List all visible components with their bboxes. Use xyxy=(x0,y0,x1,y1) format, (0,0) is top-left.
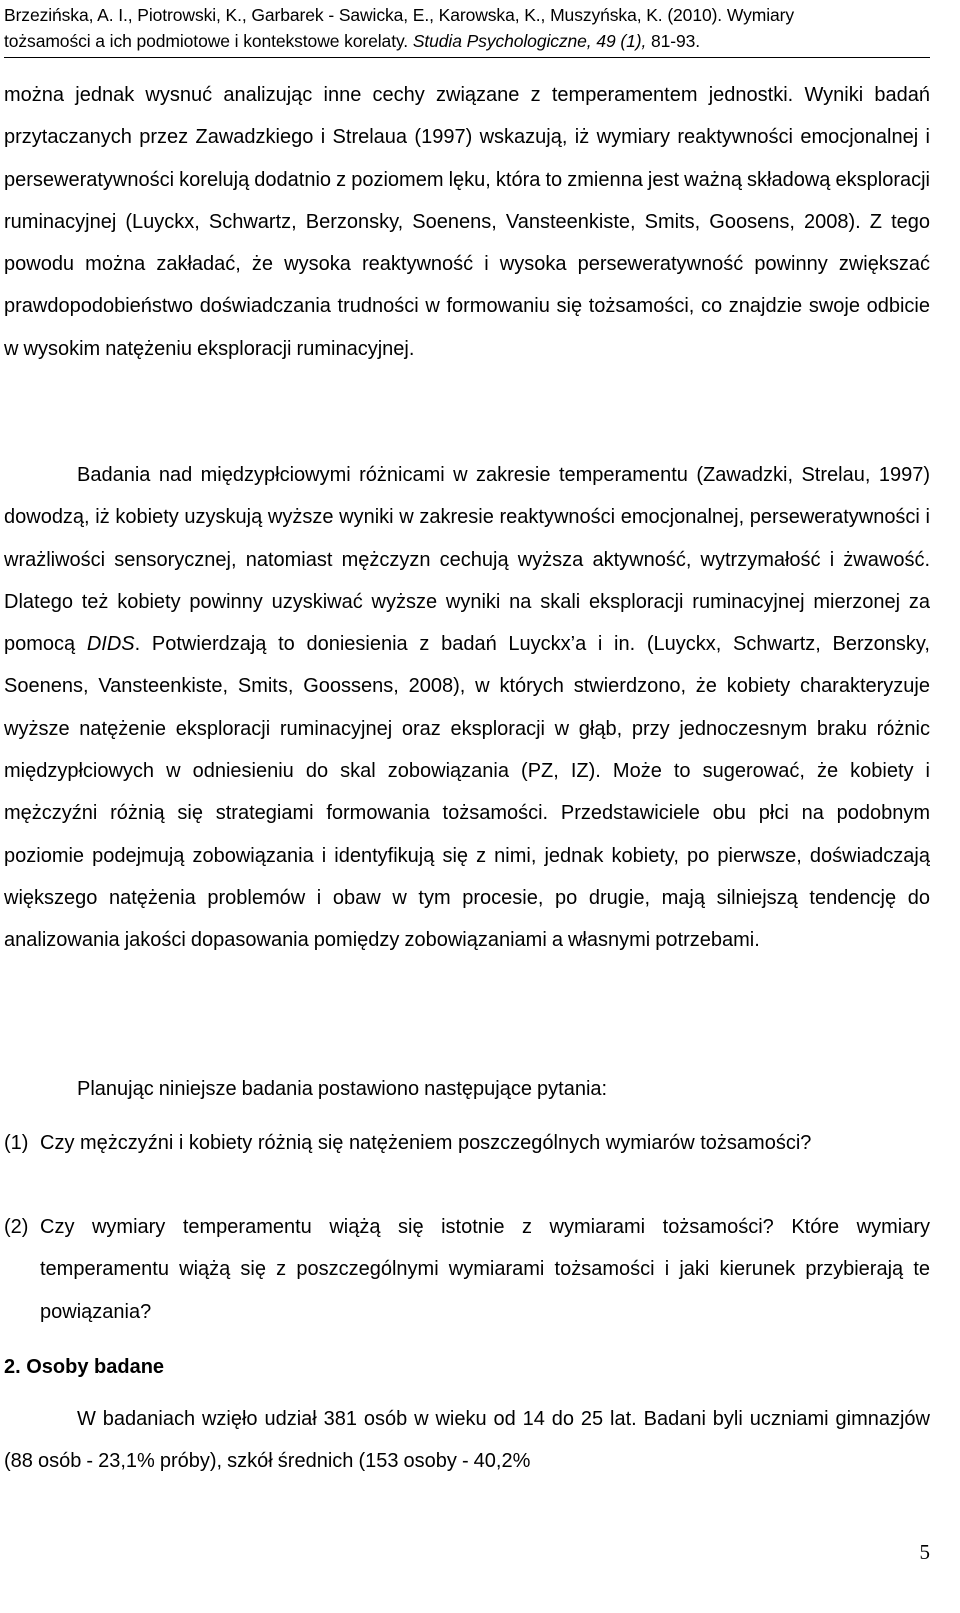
section-heading-participants: 2. Osoby badane xyxy=(4,1356,165,1378)
running-header-citation xyxy=(4,2,954,54)
header-journal-name: Studia Psychologiczne, 49 (1), xyxy=(412,31,647,51)
header-line-2 xyxy=(4,28,954,54)
research-question-1 xyxy=(4,1122,930,1164)
header-line-2-text: tożsamości a ich podmiotowe i kontekstowe korelaty. xyxy=(4,31,413,51)
paragraph-participants: W badaniach wzięło udział 381 osób w wieku od 14 do 25 lat. Badani byli uczniami gimnazjów (88 osób - 23,1% próby), szkół średnich (153 osoby - 40,2% xyxy=(4,1408,930,1473)
question-text: Czy wymiary temperamentu wiążą się istotnie z wymiarami tożsamości? Które wymiary temperamentu wiążą się z poszczególnymi wymiarami tożsamości i jaki kierunek przybierają te powiązania? xyxy=(40,1216,930,1323)
header-pages: 81-93. xyxy=(646,31,701,51)
question-number: (2) xyxy=(4,1216,29,1238)
header-line-1: Brzezińska, A. I., Piotrowski, K., Garbarek - Sawicka, E., Karowska, K., Muszyńska, K. (2010). Wymiary xyxy=(4,5,795,25)
paragraph-gender-differences xyxy=(4,454,930,962)
paragraph-gender-text-1: Badania nad międzypłciowymi różnicami w zakresie temperamentu (Zawadzki, Strelau, 1997) dowodzą, iż kobiety uzyskują wyższe wyniki w zakresie reaktywności emocjonalnej, perseweratywności i wrażliwości sensorycznej, natomiast mężczyzn cechują wyższa aktywność, wytrzymałość i żwawość. Dlatego też kobiety powinny uzyskiwać wyższe wyniki na skali eksploracji ruminacyjnej mierzonej za pomocą xyxy=(4,464,930,656)
question-text: Czy mężczyźni i kobiety różnią się natężeniem poszczególnych wymiarów tożsamości? xyxy=(40,1132,812,1154)
header-rule xyxy=(4,57,930,58)
paragraph-gender-text-2: . Potwierdzają to doniesienia z badań Luyckx’a i in. (Luyckx, Schwartz, Berzonsky, Soenens, Vansteenkiste, Smits, Goossens, 2008), w których stwierdzono, że kobiety charakteryzuje wyższe natężenie eksploracji ruminacyjnej oraz eksploracji w głąb, przy jednoczesnym braku różnic międzypłciowych w odniesieniu do skal zobowiązania (PZ, IZ). Może to sugerować, że kobiety i mężczyźni różnią się strategiami formowania tożsamości. Przedstawiciele obu płci na podobnym poziomie podejmują zobowiązania i identyfikują się z nimi, jednak kobiety, po pierwsze, doświadczają większego natężenia problemów i obaw w tym procesie, po drugie, mają silniejszą tendencję do analizowania jakości dopasowania pomiędzy zobowiązaniami a własnymi potrzebami. xyxy=(4,633,930,952)
paragraph-research-questions-intro: Planując niniejsze badania postawiono następujące pytania: xyxy=(77,1078,608,1100)
question-number: (1) xyxy=(4,1132,29,1154)
page-number: 5 xyxy=(919,1540,930,1564)
research-question-2 xyxy=(4,1206,930,1333)
paragraph-temperament-anxiety: można jednak wysnuć analizując inne cechy związane z temperamentem jednostki. Wyniki badań przytaczanych przez Zawadzkiego i Strelaua (1997) wskazują, iż wymiary reaktywności emocjonalnej i perseweratywności korelują dodatnio z poziomem lęku, która to zmienna jest ważną składową eksploracji ruminacyjnej (Luyckx, Schwartz, Berzonsky, Soenens, Vansteenkiste, Smits, Goosens, 2008). Z tego powodu można zakładać, że wysoka reaktywność i wysoka perseweratywność powinny zwiększać prawdopodobieństwo doświadczania trudności w formowaniu się tożsamości, co znajdzie swoje odbicie w wysokim natężeniu eksploracji ruminacyjnej. xyxy=(4,84,930,360)
dids-term: DIDS xyxy=(86,633,135,656)
